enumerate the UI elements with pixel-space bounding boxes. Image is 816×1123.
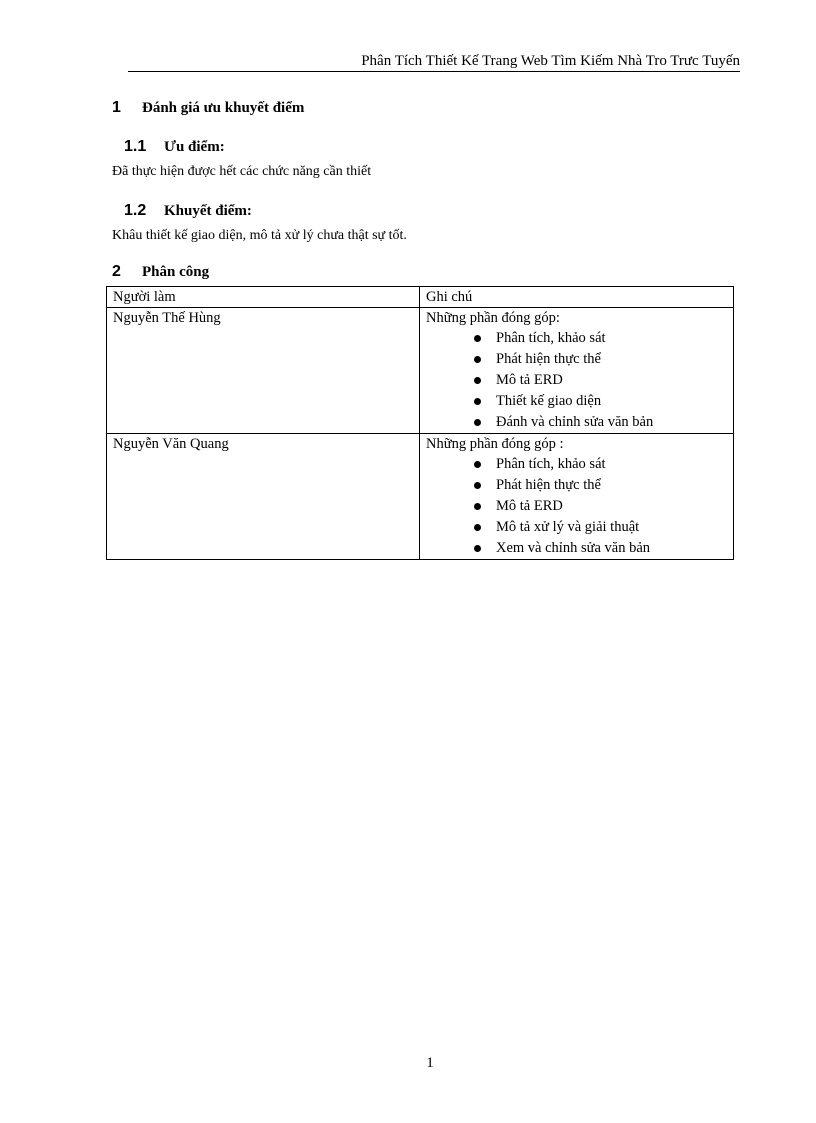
header-note: Ghi chú <box>420 287 734 308</box>
table-row <box>107 434 734 560</box>
header-person: Người làm <box>107 287 420 308</box>
section-2-title: Phân công <box>142 264 210 280</box>
section-1-2-number: 1.2 <box>124 202 147 219</box>
list-item: Đánh và chỉnh sửa văn bản <box>474 412 727 433</box>
bullet-icon <box>474 377 481 384</box>
table-row <box>107 308 734 434</box>
section-1-1-number: 1.1 <box>124 138 147 155</box>
bullet-icon <box>474 482 481 489</box>
section-1-1-text: Đã thực hiện được hết các chức năng cần thiết <box>112 164 372 179</box>
bullet-icon <box>474 545 481 552</box>
section-1-1-heading <box>124 138 225 156</box>
row-1-note-title: Những phần đóng góp: <box>426 310 560 326</box>
list-item: Phân tích, khảo sát <box>474 454 727 475</box>
page-number: 1 <box>426 1055 434 1071</box>
header-title: Phân Tích Thiết Kế Trang Web Tìm Kiếm Nhà Tro Trưc Tuyến <box>361 53 740 69</box>
section-1-1-title: Ưu điểm: <box>164 139 225 155</box>
bullet-icon <box>474 419 481 426</box>
bullet-icon <box>474 398 481 405</box>
assignment-table <box>106 286 734 560</box>
list-item: Phân tích, khảo sát <box>474 328 727 349</box>
row-2-person: Nguyễn Văn Quang <box>107 434 420 560</box>
list-item: Phát hiện thực thể <box>474 475 727 496</box>
list-item: Mô tả ERD <box>474 496 727 517</box>
row-1-person: Nguyễn Thế Hùng <box>107 308 420 434</box>
row-2-contribution-list <box>426 454 727 559</box>
list-item: Thiết kế giao diện <box>474 391 727 412</box>
bullet-icon <box>474 335 481 342</box>
row-2-note-title: Những phần đóng góp : <box>426 436 564 452</box>
list-item: Mô tả ERD <box>474 370 727 391</box>
list-item: Phát hiện thực thể <box>474 349 727 370</box>
row-2-note <box>420 434 734 560</box>
table-header-row <box>107 287 734 308</box>
section-1-number: 1 <box>112 99 121 116</box>
bullet-icon <box>474 356 481 363</box>
section-2-heading <box>112 263 209 281</box>
section-1-title: Đánh giá ưu khuyết điểm <box>142 100 305 116</box>
section-1-heading <box>112 99 304 117</box>
list-item: Mô tả xử lý và giải thuật <box>474 517 727 538</box>
section-1-2-heading <box>124 202 252 220</box>
list-item: Xem và chỉnh sửa văn bản <box>474 538 727 559</box>
row-1-contribution-list <box>426 328 727 433</box>
section-1-2-title: Khuyết điểm: <box>164 203 252 219</box>
section-1-2-text: Khâu thiết kế giao diện, mô tả xử lý chưa thật sự tốt. <box>112 228 407 243</box>
bullet-icon <box>474 503 481 510</box>
page-header <box>128 52 740 72</box>
bullet-icon <box>474 461 481 468</box>
section-2-number: 2 <box>112 263 121 280</box>
bullet-icon <box>474 524 481 531</box>
row-1-note <box>420 308 734 434</box>
